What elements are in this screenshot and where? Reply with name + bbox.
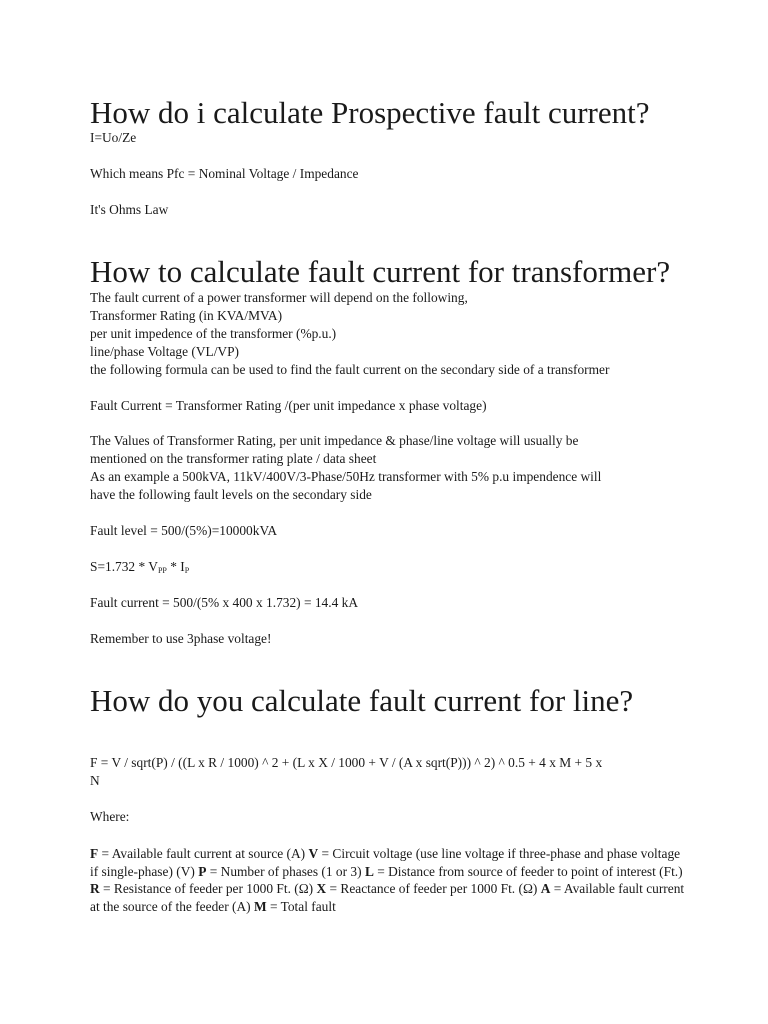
heading-transformer-fault-current: How to calculate fault current for transformer? — [90, 254, 671, 289]
term: R — [90, 881, 100, 896]
formula-line: Fault Current = Transformer Rating /(per unit impedance x phase voltage) — [90, 398, 487, 413]
formula-line: Fault current = 500/(5% x 400 x 1.732) = 14.4 kA — [90, 595, 359, 610]
text-line: Transformer Rating (in KVA/MVA) — [90, 308, 283, 323]
text-line: the following formula can be used to find the fault current on the secondary side of a transformer — [90, 362, 610, 377]
text-line: The fault current of a power transformer will depend on the following, — [90, 290, 468, 305]
term: M — [253, 898, 267, 914]
formula-line: Fault level = 500/(5%)=10000kVA — [90, 523, 278, 538]
heading-line-fault-current: How do you calculate fault current for line? — [90, 683, 634, 718]
text-line: Remember to use 3phase voltage! — [90, 631, 272, 646]
term: X — [316, 881, 327, 896]
term: L — [364, 863, 374, 879]
formula-line: $S=1.732 * V_{PP} * I_P$ — [90, 559, 190, 575]
formula-line: I=Uo/Ze — [90, 130, 137, 145]
term: F — [90, 846, 99, 861]
term: A — [540, 881, 551, 896]
heading-prospective-fault-current: How do i calculate Prospective fault current? — [90, 95, 650, 130]
term: V — [308, 846, 319, 861]
formula-line: N — [90, 773, 100, 788]
text-line: It's Ohms Law — [90, 202, 169, 217]
text-line: per unit impedence of the transformer (%p.u.) — [90, 326, 337, 341]
definitions-paragraph: F = Available fault current at source (A) V = Circuit voltage (use line voltage if three-phase and phase voltage if single-phase) (V) P = Number of phases (1 or 3) L = Distance from source of feeder to point of interest (Ft.) R = Resistance of feeder per 1000 Ft. (Ω) X = Reactance of feeder per 1000 Ft. (Ω) A = Available fault current at the source of the feeder (A) M = Total fault — [90, 846, 685, 914]
formula-line: F = V / sqrt(P) / ((L x R / 1000) ^ 2 + (L x X / 1000 + V / (A x sqrt(P))) ^ 2) ^ 0.5 + 4 x M + 5 x — [90, 755, 603, 770]
text-line: line/phase Voltage (VL/VP) — [90, 344, 240, 359]
text-line: Where: — [90, 809, 130, 824]
term: P — [198, 863, 207, 879]
text-line: mentioned on the transformer rating plate / data sheet — [90, 451, 377, 466]
text-line: As an example a 500kVA, 11kV/400V/3-Phase/50Hz transformer with 5% p.u impendence will — [90, 469, 602, 484]
text-line: Which means Pfc = Nominal Voltage / Impedance — [90, 166, 359, 181]
text-line: have the following fault levels on the secondary side — [90, 487, 372, 502]
text-line: The Values of Transformer Rating, per unit impedance & phase/line voltage will usually be — [90, 433, 579, 448]
